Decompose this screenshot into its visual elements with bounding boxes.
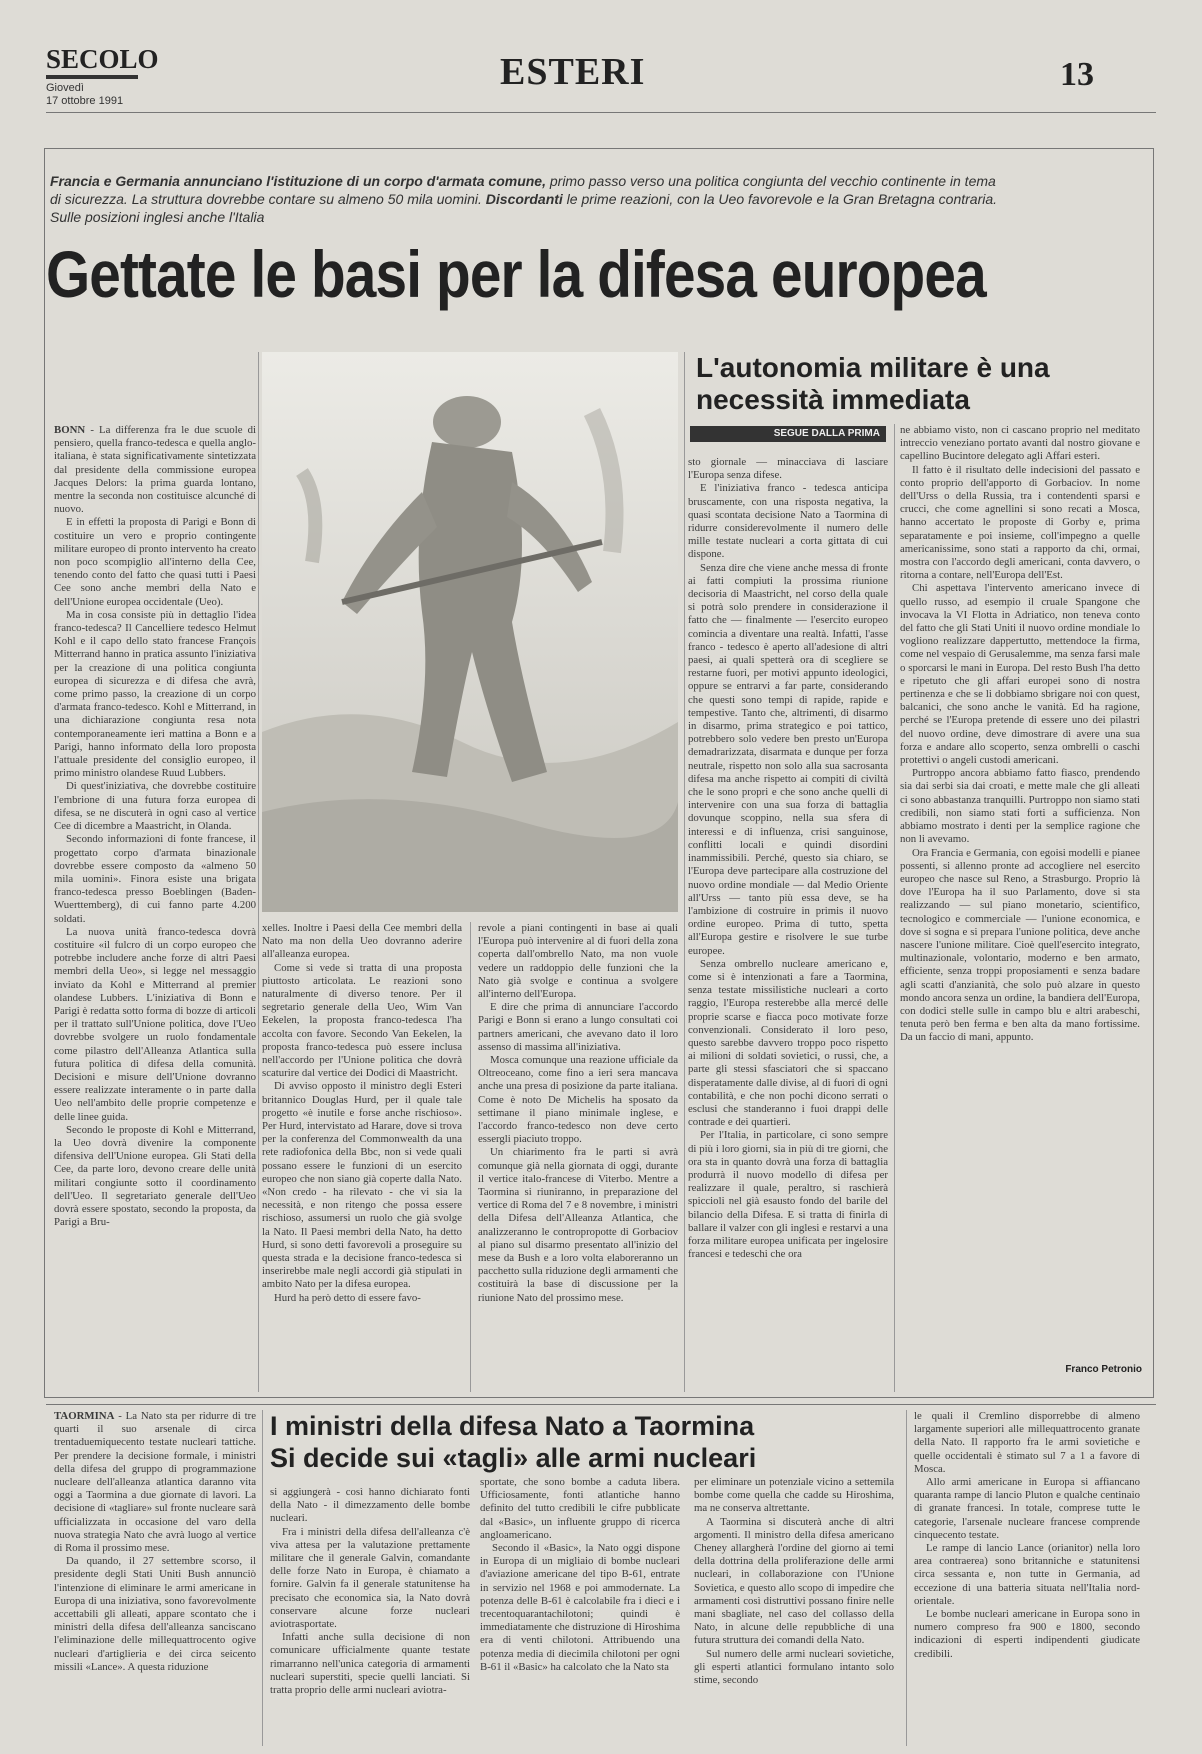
main-headline: Gettate le basi per la difesa europea (46, 237, 986, 311)
paragraph: Le rampe di lancio Lance (orianitor) nella loro area contraerea) sono britanniche e statunitensi circa sessanta e, non tutte in Germania, ad eccezione di una batteria situata nell'Italia nord-orientale. (914, 1542, 1140, 1607)
side-article-column-2 (900, 424, 1140, 1360)
paragraph: La nuova unità franco-tedesca dovrà costituire «il fulcro di un corpo europeo che potrebbe includere anche forze di altri Paesi membri della Ueo», si legge nel messaggio inviato da Kohl e Mitterrand al premier olandese Lubbers. L'iniziativa di Bonn e Parigi è redatta sotto forma di bozze di articoli per il trattato sull'Unione politica, dove l'Ueo dovrebbe svolgere un ruolo fondamentale come pilastro dell'Alleanza Atlantica sulla futura politica di difesa della comunità. Decisioni e misure dell'Unione dovranno essere realizzate interamente o in parte dalla Ueo nell'ambito delle proprie competenze e delle linee guida. (54, 925, 256, 1123)
bottom-headline-line-2: Si decide sui «tagli» alle armi nucleari (270, 1443, 757, 1473)
paragraph: Senza dire che viene anche messa di fronte ai fatti compiuti la prossima riunione decisoria di Maastricht, nel corso della quale si potrà solo prendere in considerazione il fatto che — finalmente — l'esercito europeo comincia a diventare una realtà. Infatti, l'asse franco - tedesco è aperto all'adesione di altri paesi, ai quali spetterà ora di scegliere se restarne fuori, per motivi appunto ideologici, oppure se entrarvi a far parte, considerando che questi sono tempi di rapide, rapide e tempestive. Tanto che, altrimenti, di disarmo in disarmo, prima strategico e poi tattico, potrebbero solo vedere ben presto un'Europa demadrarizzata, disarmata e dunque per forza neutrale, rispetto non solo alla sua sacrosanta difesa ma anche rispetto ai compiti di civiltà che le sono propri e che sono anche quelli di intervenire con una sua forza di battaglia dovunque scoppino, nella sua sfera di interessi e di influenza, crisi sanguinose, conflitti locali e quindi disordini inammissibili. Perché, questo sia chiaro, se l'Europa deve partecipare alla costruzione del nuovo ordine mondiale — dal Medio Oriente all'Urss — tanto più essa deve, se ha l'ambizione di costruire in primis il nuovo ordine europeo. Prima di tutto, spetta all'Europa gestire e risolvere le sue turbe europee. (688, 561, 888, 957)
column-rule (906, 1410, 907, 1746)
main-article-column-1 (54, 424, 256, 1382)
column-rule (262, 1410, 263, 1746)
paragraph: A Taormina si discuterà anche di altri argomenti. Il ministro della difesa americano Cheney allargherà l'ordine del giorno ai temi della dottrina della proliferazione delle armi nucleari, in collaborazione con l'Unione Sovietica, e questo allo scopo di impedire che armamenti così distruttivi possano finire nelle mani sbagliate, nel caso del collasso della Nato, in alcune delle repubbliche di una futura struttura dei comandi della Nato. (694, 1515, 894, 1647)
bottom-article-column-5 (914, 1410, 1140, 1746)
masthead-day: Giovedì (46, 82, 84, 94)
paragraph: Infatti anche sulla decisione di non comunicare ufficialmente quante testate rimarranno nell'unica categoria di armamenti nucleari superstiti, specie quelli lanciati. Si tratta proprio delle armi nucleari aviotra- (270, 1631, 470, 1697)
paragraph: Secondo il «Basic», la Nato oggi dispone in Europa di un migliaio di bombe nucleari d'aviazione americane del tipo B-61, entrate in servizio nel 1968 e poi ammodernate. La potenza delle B-61 è calcolabile fra i dieci e i trecentoquarantachilotoni; quindi è immediatamente che distruzione di Hiroshima era di venti chilotoni. Attribuendo una potenza media di diecimila chilotoni per ogni B-61 il «Basic» ha calcolato che la Nato sta (480, 1542, 680, 1673)
column-rule (470, 922, 471, 1392)
side-article-column-1 (688, 456, 888, 1384)
dateline: BONN (54, 424, 86, 436)
paragraph: le quali il Cremlino disporrebbe di almeno largamente superiori alle millequattrocento granate della Nato. Il rapporto fra le armi sovietiche e quelle occidentali è stimato sul 7 a 1 a favore di Mosca. (914, 1410, 1140, 1475)
paragraph: sto giornale — minacciava di lasciare l'Europa senza difese. (688, 456, 888, 482)
bottom-headline-line-1: I ministri della difesa Nato a Taormina (270, 1411, 755, 1441)
masthead (46, 46, 159, 108)
paragraph: Le bombe nucleari americane in Europa sono in numero compreso fra 900 e 1800, secondo indicazioni di esperti indipendenti giudicate credibili. (914, 1608, 1140, 1660)
bottom-article-column-2 (270, 1486, 470, 1746)
bottom-article-column-1 (54, 1410, 256, 1746)
paragraph: Da quando, il 27 settembre scorso, il presidente degli Stati Uniti Bush annunciò l'intenzione di eliminare le armi americane in Europa di una iniziativa, sono favorevolmente accettabili gli alleati, appare scontato che i ministri della difesa dell'alleanza sanciscano l'eliminazione delle millequattrocento ogive nucleari d'artiglieria e dei circa seicento missili «Lance». A questa riduzione (54, 1555, 256, 1673)
paragraph: Fra i ministri della difesa dell'alleanza c'è viva attesa per la valutazione prettamente militare che il generale Galvin, comandante delle forze Nato in Europa, è chiamato a fornire. Galvin fa il generale statunitense ha precisato che economica sia, la Nato dovrà conservare alcune forze nucleari aviotrasportate. (270, 1525, 470, 1631)
bottom-article-headline (270, 1410, 890, 1474)
paragraph: Di avviso opposto il ministro degli Esteri britannico Douglas Hurd, per il quale tale progetto «è inutile e forse anche rischioso». Per Hurd, intervistato ad Harare, dove si trova per la conferenza del Commonwealth da una rete radiofonica della Bbc, non si vede quali possano essere le funzioni di un esercito europeo che non siano già coperte dalla Nato. «Non credo - ha rilevato - che vi sia la necessità, e non ritengo che possa essere rischioso, assumersi un ruolo che già svolge la Nato. Il Paesi membri della Nato, ha detto Hurd, si sono detti favorevoli a proseguire su questa strada e la decisione franco-tedesca si inserirebbe male negli accordi già stipulati in ambito Nato per la difesa europea. (262, 1080, 462, 1291)
deck-text-2: le prime reazioni, con la Ueo favorevole e la Gran Bretagna contraria. Sulle posizioni inglesi anche l'Italia (50, 191, 998, 225)
paragraph: Senza ombrello nucleare americano e, come si è intenzionati a fare a Taormina, senza testate missilistiche nucleari a corto raggio, l'Europa resterebbe alla mercé delle proprie scarse e fiacca poco motivate forze convenzionali. Considerato il loro peso, questo sarebbe davvero troppo poco rispetto ai milioni di soldati sovietici, o russi, che, a parte gli stessi sfasciatori che si spaccano disperatamente dalle divise, al di fuori di ogni contabilità, e che non pochi dicono serrati o esclusi che standeranno i fuoi drappi delle contrade e dei quartieri. (688, 957, 888, 1129)
paragraph: ne abbiamo visto, non ci cascano proprio nel meditato intreccio veneziano portato avanti dal nostro giovane e capellino Bucintore delegato agli Affari esteri. (900, 424, 1140, 463)
main-article-deck (50, 172, 1010, 226)
paragraph: Mosca comunque una reazione ufficiale da Oltreoceano, come fino a ieri sera mancava anche una presa di posizione da parte italiana. Come è noto De Michelis ha sposato da settimane il piano minimale inglese, e l'accordo franco-tedesco non deve certo essergli piaciuto troppo. (478, 1054, 678, 1146)
paragraph: Il fatto è il risultato delle indecisioni del passato e conto proprio dell'apporto di Gorbaciov. In nome dell'Urss o della Russia, tra i contendenti sparsi e crucci, che come agnellini si sono recati a Mosca, hanno accertato le proposte di Gorby e, prima separatamente e poi insieme, coll'impegno a quelle americanissime, sono stati a rapporto da chi, ormai, mostra con l'accordo degli americani, conta davvero, o ritorna a contare, nell'Europa dell'Est. (900, 463, 1140, 582)
section-title: ESTERI (500, 51, 646, 93)
deck-bold-2: Discordanti (485, 191, 563, 207)
paragraph: Come si vede si tratta di una proposta piuttosto articolata. Le reazioni sono naturalmente di diverso tenore. Per il segretario generale della Ueo, Wim Van Eekelen, la proposta franco-tedesca l'ha accolta con favore. Secondo Van Eekelen, la proposta franco-tedesca può essere inclusa nell'accordo per l'Unione politica che dovrà scaturire dal vertice dei Dodici di Maastricht. (262, 961, 462, 1080)
paragraph: TAORMINA - La Nato sta per ridurre di tre quarti il suo arsenale di circa trentaduemiquecento testate nucleari tattiche. Per prendere la decisione formale, i ministri della difesa del gruppo di programmazione nucleare dell'alleanza atlantica daranno vita oggi a Taormina a due giornate di lavori. La decisione di «tagliare» sul fronte nucleare sarà ufficializzata in occasione del varo della nuova strategia Nato che avrà luogo al vertice di Roma il prossimo mese. (54, 1410, 256, 1555)
soldier-photo (262, 352, 678, 912)
photo-illustration (262, 352, 678, 912)
paragraph: revole a piani contingenti in base ai quali l'Europa può intervenire al di fuori della zona coperta dall'ombrello Nato, ma non vuole vedere un raddoppio delle funzioni che la Nato già svolge e continua a svolgere all'interno dell'Europa. (478, 922, 678, 1001)
deck-text: primo passo verso una politica congiunta del vecchio continente in tema di sicurezza. La struttura dovrebbe contare su almeno 50 mila uomini. (50, 173, 996, 207)
column-rule (894, 424, 895, 1392)
paragraph: Allo armi americane in Europa si affiancano quaranta rampe di lancio Pluton e qualche centinaio di granate francesi. In totale, comprese tutte le categorie, l'arsenale nucleare francese comprende cinquecento testate. (914, 1476, 1140, 1541)
paragraph: Hurd ha però detto di essere favo- (274, 1291, 421, 1304)
paragraph: Di quest'iniziativa, che dovrebbe costituire l'embrione di una futura forza europea di difesa, se ne discuterà in ogni caso al vertice Cee di dicembre a Maastricht, in Olanda. (54, 780, 256, 833)
paragraph: Ma in cosa consiste più in dettaglio l'idea franco-tedesca? Il Cancelliere tedesco Helmut Kohl e il capo dello stato francese François Mitterrand hanno in pratica assunto l'iniziativa per la creazione di una politica congiunta europea di sicurezza e di difesa che avrà, come primo passo, la creazione di un corpo d'armata franco-tedesco. Kohl e Mitterrand, in una dichiarazione congiunta resa nota contemporaneamente ieri mattina a Bonn e a Parigi, hanno informato della loro proposta l'attuale presidente del consiglio europeo, il primo ministro olandese Ruud Lubbers. (54, 608, 256, 780)
side-article-headline: L'autonomia militare è una necessità immediata (696, 352, 1050, 415)
deck-bold: Francia e Germania annunciano l'istituzione di un corpo d'armata comune, (50, 173, 546, 189)
paragraph: Per l'Italia, in particolare, ci sono sempre di più i loro giorni, sia in più di tre giorni, che ora sta in quanto dovrà una forza di battaglia produrrà il nuovo modello di difesa per realizzare il quale, peraltro, si raschierà spiccioli nel già esausto fondo del barile del bilancio della Difesa. E si tratta di finirla di ballare il valzer con gli inglesi e restarvi a una forza militare europea unificata per ingelosire francesi e tedeschi che ora (688, 1129, 888, 1261)
column-rule (258, 352, 259, 1392)
masthead-name: SECOLO (46, 44, 159, 74)
masthead-bar (46, 75, 138, 79)
masthead-date: 17 ottobre 1991 (46, 95, 124, 107)
paragraph: Sul numero delle armi nucleari sovietiche, gli esperti atlantici formulano intanto solo stime, secondo (694, 1647, 894, 1687)
paragraph: Un chiarimento fra le parti si avrà comunque già nella giornata di oggi, durante il vertice italo-francese di Viterbo. Mentre a Taormina si riuniranno, in preparazione del vertice di Roma del 7 e 8 novembre, i ministri della Difesa dell'Alleanza Atlantica, che analizzeranno le contropropotte di Gorbaciov al piano sul disarmo presentato all'inizio del mese da Bush e a loro volta elaboreranno un pacchetto sulla riduzione degli armamenti che costituirà la base di discussione per la riunione Nato del prossimo mese. (478, 1146, 678, 1304)
bottom-article-column-4 (694, 1476, 894, 1746)
main-article-column-2 (262, 922, 462, 1384)
paragraph: Secondo le proposte di Kohl e Mitterrand, la Ueo dovrà divenire la componente difensiva dell'Unione europea. Gli Stati della Cee, da parte loro, devono creare delle unità militari congiunte sotto il coordinamento dell'Ueo. Il segretariato generale dell'Ueo dovrà essere spostato, secondo la proposta, da Parigi a Bru- (54, 1123, 256, 1229)
bottom-rule (46, 1404, 1156, 1405)
paragraph: Ora Francia e Germania, con egoisi modelli e pianee possenti, si allenno pronte ad accogliere nel esercito europeo che nasce sul Reno, a Strasburgo. Proprio là dove l'Europa ha il suo Parlamento, dove si sta realizzando — sul piano monetario, scientifico, tecnologico e commerciale — l'unione economica, e dove si sogna e si prepara l'unione politica, deve anche nascere l'unione militare. Cioè quell'esercito integrato, multinazionale, volontario, moderno e ben armato, efficiente, senza troppi proposiamenti e senza badare agli scatti d'anzianità, che solo può alzare in questo mondo ancora senza un ordine, la bandiera dell'Europa, con dodici stelle sulle in campo blu e altri arabeschi, tenuta però ben ferma e ben alta da mano fortissime. Da un faccio di mani, appunto. (900, 846, 1140, 1044)
column-rule (684, 352, 685, 1392)
paragraph: si aggiungerà - così hanno dichiarato fonti della Nato - il dimezzamento delle bombe nucleari. (270, 1486, 470, 1525)
page-number: 13 (1060, 56, 1094, 93)
paragraph: E l'iniziativa franco - tedesca anticipa bruscamente, con una risposta negativa, la quasi scontata decisione Nato a Taormina di ridurre considerevolmente il numero delle mille testate nucleari a corta gittata di cui dispone. (688, 482, 888, 561)
paragraph: per eliminare un potenziale vicino a settemila bombe come quella che cadde su Hiroshima, ma ne conserva altrettante. (694, 1476, 894, 1515)
dateline: TAORMINA (54, 1410, 115, 1422)
paragraph: xelles. Inoltre i Paesi della Cee membri della Nato ma non della Ueo dovranno aderire all'alleanza europea. (262, 922, 462, 961)
byline: Franco Petronio (1065, 1364, 1142, 1375)
paragraph: Purtroppo ancora abbiamo fatto fiasco, prendendo sia dai serbi sia dai croati, e mette male che gli alleati ci sono abbastanza tranquilli. Purtroppo non siamo stati credibili, non siamo stati forti a sufficienza. Non abbiamo mostrato i denti per la semplice ragione che non li avevamo. (900, 767, 1140, 846)
paragraph: sportate, che sono bombe a caduta libera. Ufficiosamente, fonti atlantiche hanno definito del tutto credibili le cifre pubblicate dal «Basic», un influente gruppo di ricerca angloamericano. (480, 1476, 680, 1541)
main-article-column-3 (478, 922, 678, 1384)
bottom-article-column-3 (480, 1476, 680, 1746)
paragraph: BONN - La differenza fra le due scuole di pensiero, quella franco-tedesca e quella anglo-italiana, è stata significativamente sintetizzata dal presidente della commissione europea Jacques Delors: la prima guarda lontano, mentre la seconda non costituisce alcunché di nuovo. (54, 424, 256, 516)
continued-from-front-label: SEGUE DALLA PRIMA (690, 426, 886, 442)
paragraph: Secondo informazioni di fonte francese, il progettato corpo d'armata binazionale dovrebbe essere composto da «almeno 50 mila uomini». Finora esiste una brigata franco-tedesca presso Boeblingen (Baden-Wuerttemberg), di cui fanno parte 4.200 soldati. (54, 833, 256, 925)
paragraph: E in effetti la proposta di Parigi e Bonn di costituire un vero e proprio contingente militare europeo di pronto intervento ha creato non poco scompiglio all'interno della Cee, tenendo conto del fatto che quasi tutti i Paesi Cee sono anche membri della Nato e dell'Unione europea occidentale (Ueo). (54, 516, 256, 608)
top-rule (46, 112, 1156, 113)
paragraph: E dire che prima di annunciare l'accordo Parigi e Bonn si erano a lungo consultati coi partners americani, che avevano dato il loro assenso di massima all'iniziativa. (478, 1001, 678, 1053)
paragraph: Chi aspettava l'intervento americano invece di quello russo, ad esempio il cruale Spangone che invocava la VI Flotta in Adriatico, non teneva conto del fatto che gli Stati Uniti il nuovo ordine mondiale lo vogliono realizzare dappertutto, mettendoce la firma, come nel vespaio di Gerusalemme, ma senza farsi male o sporcarsi le mani in Europa. Del resto Bush l'ha detto e ripetuto che gli affari europei sono di nostra pertinenza e che se li dobbiamo sbrigare noi con quest, balcanici, che sono anche le vanità. Ed ha ragione, perché se l'Europa pretende di essere uno dei pilastri del nuovo ordine, deve dimostrare di avere una sua forza e andare allo scoperto, senza ombrelli o caschi protettivi o angeli custodi americani. (900, 582, 1140, 767)
